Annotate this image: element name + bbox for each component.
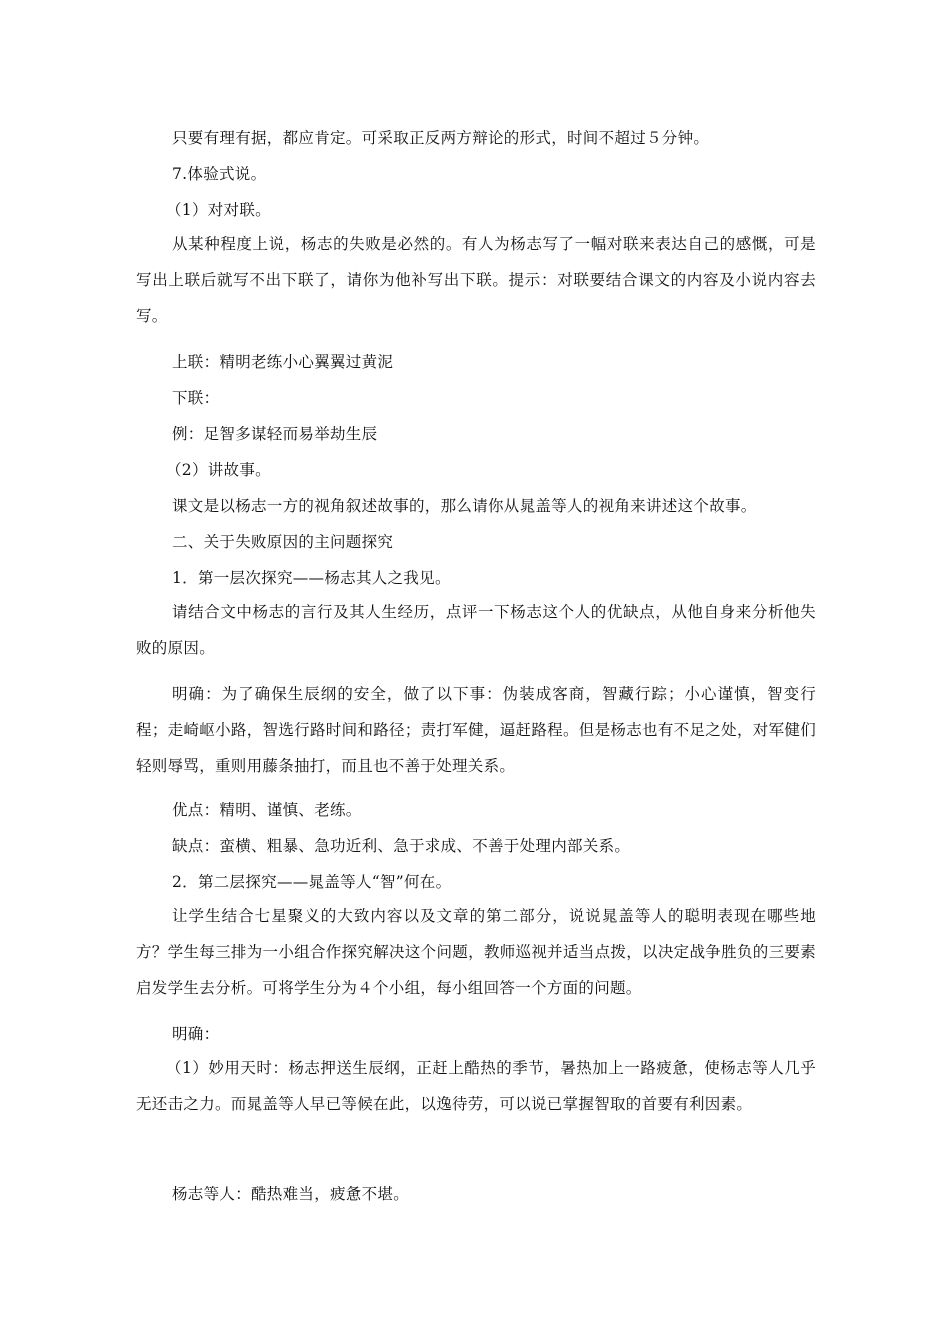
strengths-line: 优点：精明、谨慎、老练。: [172, 801, 362, 819]
section-heading-failure-causes: 二、关于失败原因的主问题探究: [172, 533, 394, 551]
heading-experience-speaking: 7.体验式说。: [172, 165, 267, 183]
clarification-label: 明确：: [172, 1025, 220, 1043]
paragraph-debate-note: 只要有理有据，都应肯定。可采取正反两方辩论的形式，时间不超过５分钟。: [172, 129, 710, 147]
paragraph-clarification-1: 明确：为了确保生辰纲的安全，做了以下事：伪装成客商，智藏行踪；小心谨慎，智变行程；走崎岖小路，智选行路时间和路径；责打军健，逼赶路程。但是杨志也有不足之处，对军健们轻则辱骂，重则用藤条抽打，而且也不善于处理关系。: [136, 685, 816, 775]
paragraph-weather-advantage: （1）妙用天时：杨志押送生辰纲，正赶上酷热的季节，暑热加上一路疲惫，使杨志等人几乎无还击之力。而晁盖等人早已等候在此，以逸待劳，可以说已掌握智取的首要有利因素。: [136, 1059, 816, 1113]
heading-first-level: 1．第一层次探究——杨志其人之我见。: [172, 569, 451, 587]
heading-second-level: 2．第二层探究——晁盖等人“智”何在。: [172, 873, 452, 891]
paragraph-yangzhi-evaluation: 请结合文中杨志的言行及其人生经历，点评一下杨志这个人的优缺点，从他自身来分析他失败的原因。: [136, 603, 816, 657]
couplet-upper: 上联：精明老练小心翼翼过黄泥: [172, 353, 394, 371]
yangzhi-condition-line: 杨志等人：酷热难当，疲惫不堪。: [172, 1185, 410, 1203]
paragraph-storytelling: 课文是以杨志一方的视角叙述故事的，那么请你从晁盖等人的视角来讲述这个故事。: [172, 497, 757, 515]
subheading-couplet: （1）对对联。: [166, 201, 271, 219]
weaknesses-line: 缺点：蛮横、粗暴、急功近利、急于求成、不善于处理内部关系。: [172, 837, 631, 855]
subheading-storytelling: （2）讲故事。: [166, 461, 271, 479]
paragraph-couplet-intro: 从某种程度上说，杨志的失败是必然的。有人为杨志写了一幅对联来表达自己的感慨，可是写出上联后就写不出下联了，请你为他补写出下联。提示：对联要结合课文的内容及小说内容去写。: [136, 235, 816, 325]
paragraph-group-inquiry: 让学生结合七星聚义的大致内容以及文章的第二部分，说说晁盖等人的聪明表现在哪些地方？学生每三排为一小组合作探究解决这个问题，教师巡视并适当点拨，以决定战争胜负的三要素启发学生去分析。可将学生分为４个小组，每小组回答一个方面的问题。: [136, 907, 816, 997]
couplet-example: 例：足智多谋轻而易举劫生辰: [172, 425, 378, 443]
couplet-lower-label: 下联：: [172, 389, 220, 407]
